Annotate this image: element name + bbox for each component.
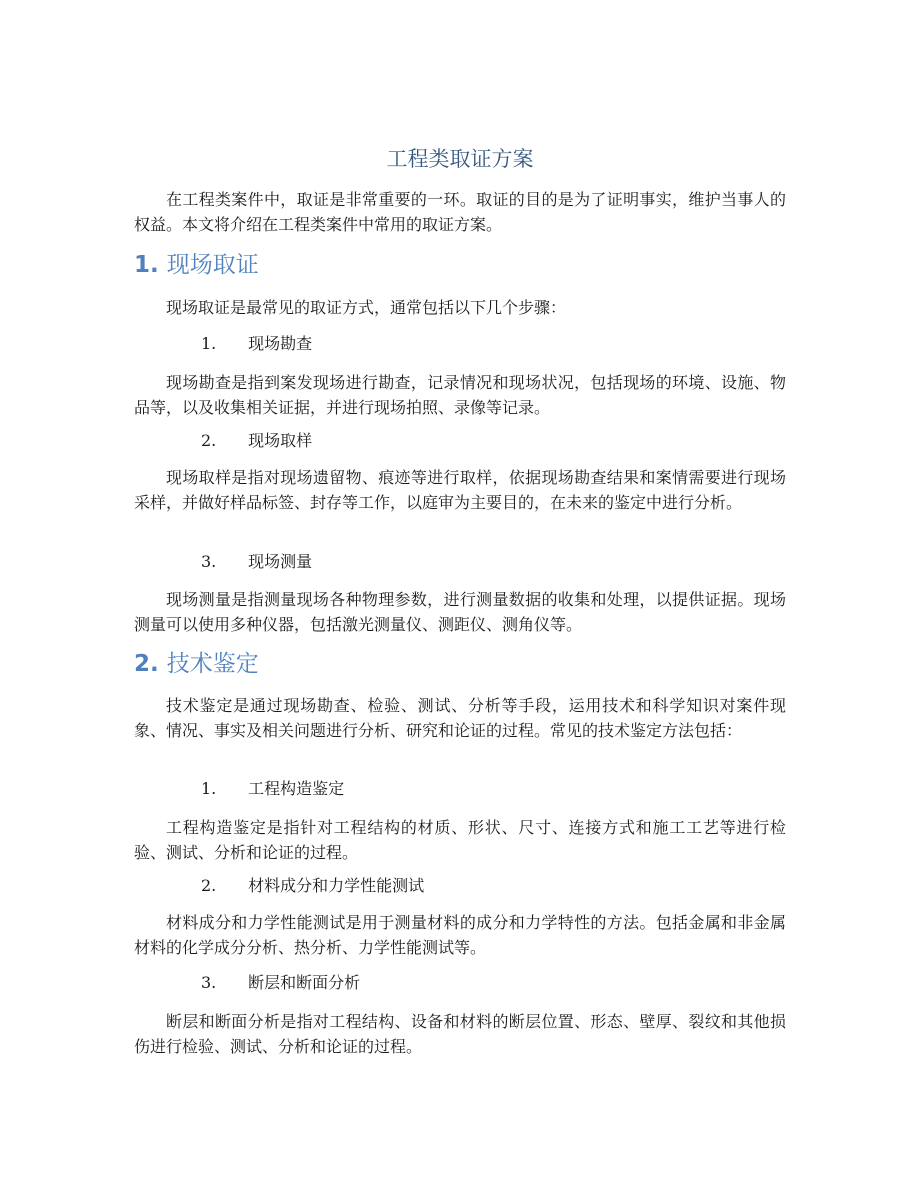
list-item-number: 3. [201,973,217,992]
list-item-label: 材料成分和力学性能测试 [248,876,425,895]
list-item-number: 2. [201,876,217,895]
list-item [201,332,312,356]
document-title: 工程类取证方案 [386,147,534,171]
list-item [201,777,344,801]
section-lead-paragraph: 技术鉴定是通过现场勘查、检验、测试、分析等手段，运用技术和科学知识对案件现象、情况、事实及相关问题进行分析、研究和论证的过程。常见的技术鉴定方法包括： [134,696,786,740]
list-item [201,550,312,574]
section-heading-text: 现场取证 [166,252,259,278]
list-item-paragraph: 现场取样是指对现场遗留物、痕迹等进行取样，依据现场勘查结果和案情需要进行现场采样，并做好样品标签、封存等工作，以庭审为主要目的，在未来的鉴定中进行分析。 [134,468,786,512]
list-item-number: 1. [201,334,217,353]
section-heading-site-evidence [134,250,259,280]
list-item-paragraph: 现场测量是指测量现场各种物理参数，进行测量数据的收集和处理，以提供证据。现场测量可以使用多种仪器，包括激光测量仪、测距仪、测角仪等。 [134,590,786,634]
section-heading-technical-appraisal [134,649,259,679]
list-item-number: 3. [201,552,217,571]
list-item-paragraph: 断层和断面分析是指对工程结构、设备和材料的断层位置、形态、壁厚、裂纹和其他损伤进行检验、测试、分析和论证的过程。 [134,1012,786,1056]
list-item [201,874,424,898]
list-item-label: 现场勘查 [248,334,313,353]
list-item [201,971,360,995]
section-number: 2. [134,651,159,677]
section-number: 1. [134,252,159,278]
list-item-paragraph: 现场勘查是指到案发现场进行勘查，记录情况和现场状况，包括现场的环境、设施、物品等，以及收集相关证据，并进行现场拍照、录像等记录。 [134,373,786,417]
list-item-number: 1. [201,779,217,798]
intro-paragraph: 在工程类案件中，取证是非常重要的一环。取证的目的是为了证明事实，维护当事人的权益。本文将介绍在工程类案件中常用的取证方案。 [134,190,786,234]
section-lead-paragraph: 现场取证是最常见的取证方式，通常包括以下几个步骤： [166,298,567,317]
list-item [201,429,312,453]
list-item-paragraph: 工程构造鉴定是指针对工程结构的材质、形状、尺寸、连接方式和施工工艺等进行检验、测试、分析和论证的过程。 [134,818,786,862]
list-item-label: 工程构造鉴定 [248,779,345,798]
list-item-label: 现场取样 [248,431,313,450]
list-item-paragraph: 材料成分和力学性能测试是用于测量材料的成分和力学特性的方法。包括金属和非金属材料的化学成分分析、热分析、力学性能测试等。 [134,913,786,957]
list-item-label: 现场测量 [248,552,313,571]
section-heading-text: 技术鉴定 [166,651,259,677]
list-item-number: 2. [201,431,217,450]
list-item-label: 断层和断面分析 [248,973,361,992]
